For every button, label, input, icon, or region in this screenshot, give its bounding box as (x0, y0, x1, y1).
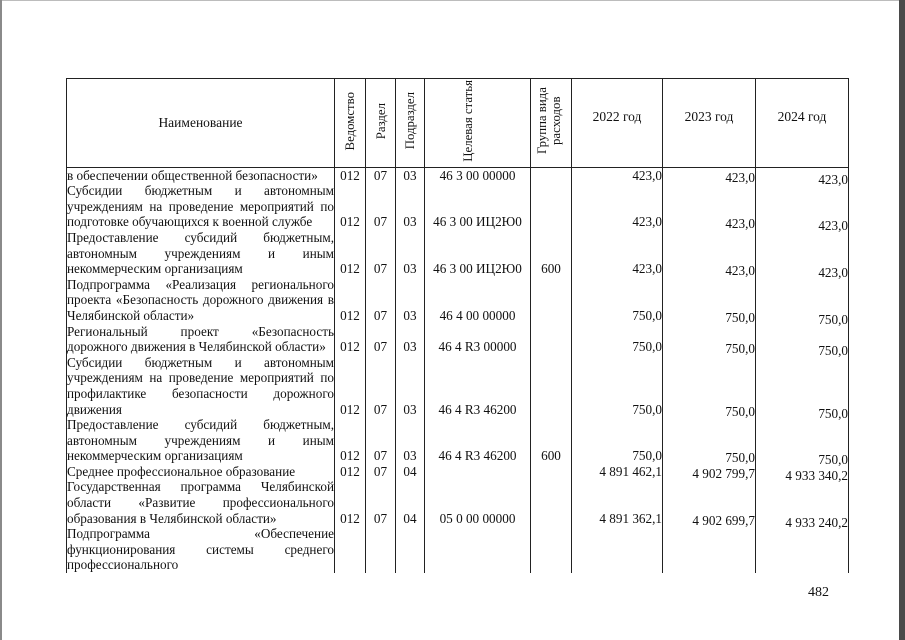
row-celevaya-statya: 05 0 00 00000 (425, 479, 531, 526)
row-razdel: 07 (366, 167, 396, 183)
row-razdel: 07 (366, 277, 396, 324)
row-razdel: 07 (366, 417, 396, 464)
row-podrazdel: 03 (396, 324, 425, 355)
row-gruppa-vida-rashodov (531, 526, 572, 573)
table-row (67, 355, 849, 417)
row-celevaya-statya: 46 4 R3 46200 (425, 355, 531, 417)
row-podrazdel: 03 (396, 277, 425, 324)
row-2022 (572, 479, 663, 526)
scan-edge-top (0, 0, 905, 1)
table-row (67, 526, 849, 573)
row-name: Субсидии бюджетным и автономным учреждениям на проведение мероприятий по подготовке обучающихся к военной службе (67, 183, 334, 230)
row-name: Среднее профессиональное образование (67, 464, 335, 480)
row-2022-value: 4 891 462,1 (599, 463, 662, 479)
row-podrazdel: 03 (396, 230, 425, 277)
row-2024 (756, 230, 849, 281)
row-podrazdel: 04 (396, 464, 425, 480)
row-razdel: 07 (366, 464, 396, 480)
header-celevaya-statya (425, 79, 531, 168)
row-2024-value: 4 933 240,2 (785, 514, 848, 530)
row-2022-value: 423,0 (632, 214, 662, 230)
row-2023-value: 750,0 (725, 309, 755, 325)
row-gruppa-vida-rashodov (531, 479, 572, 526)
row-2024-value: 423,0 (818, 218, 848, 234)
row-2022-value: 423,0 (632, 167, 662, 183)
row-name: Государственная программа Челябинской области «Развитие профессионального образования в Челябинской области» (67, 479, 334, 526)
row-vedomstvo: 012 (335, 464, 366, 480)
row-gruppa-vida-rashodov (531, 324, 572, 355)
row-2022 (572, 464, 663, 480)
row-name: Предоставление субсидий бюджетным, автономным учреждениям и иным некоммерческим организациям (67, 229, 334, 277)
row-2023 (663, 324, 756, 355)
page-number: 482 (808, 585, 829, 600)
row-gruppa-vida-rashodov: 600 (531, 230, 572, 277)
row-2024 (756, 183, 849, 234)
row-gruppa-vida-rashodov (531, 167, 572, 183)
row-2022 (572, 167, 663, 183)
row-2023 (663, 183, 756, 230)
row-2022-value: 750,0 (632, 401, 662, 417)
row-2024-value: 423,0 (818, 265, 848, 281)
row-2023 (663, 479, 756, 526)
header-2024 (756, 79, 849, 168)
table-row (67, 277, 849, 324)
row-name: Подпрограмма «Обеспечение функционирования системы среднего профессионального (67, 526, 334, 573)
row-gruppa-vida-rashodov (531, 183, 572, 230)
row-2023 (663, 167, 756, 183)
row-celevaya-statya: 46 4 R3 00000 (425, 324, 531, 355)
header-razdel (366, 79, 396, 168)
table-row (67, 417, 849, 464)
row-gruppa-vida-rashodov (531, 355, 572, 417)
header-2023-label: 2023 год (684, 109, 734, 124)
row-2023-value: 750,0 (725, 341, 755, 357)
table-row (67, 183, 849, 230)
header-name-label: Наименование (158, 115, 243, 130)
row-2024-value: 750,0 (818, 311, 848, 327)
row-2023-value: 750,0 (725, 403, 755, 419)
row-2023 (663, 464, 756, 480)
table-header-row (67, 79, 849, 168)
row-podrazdel: 03 (396, 183, 425, 230)
row-name: Подпрограмма «Реализация регионального проекта «Безопасность дорожного движения в Челябинской области» (67, 276, 334, 323)
row-2024-value: 423,0 (818, 171, 848, 187)
row-2022 (572, 277, 663, 324)
row-2023-value: 423,0 (725, 263, 755, 279)
row-2023 (663, 277, 756, 324)
row-2024-value: 4 933 340,2 (785, 467, 848, 483)
row-2023 (663, 355, 756, 417)
row-vedomstvo: 012 (335, 167, 366, 183)
row-2023 (663, 526, 756, 573)
header-2022-label: 2022 год (592, 109, 642, 124)
row-razdel (366, 526, 396, 573)
row-celevaya-statya: 46 4 R3 46200 (425, 417, 531, 464)
row-name: Предоставление субсидий бюджетным, автономным учреждениям и иным некоммерческим организациям (67, 417, 334, 464)
row-2022 (572, 324, 663, 355)
header-2024-label: 2024 год (777, 109, 827, 124)
table-row (67, 479, 849, 526)
row-2022-value: 750,0 (632, 339, 662, 355)
row-2023-value: 423,0 (725, 169, 755, 185)
row-razdel: 07 (366, 183, 396, 230)
row-2023-value: 4 902 799,7 (692, 465, 755, 481)
budget-table (66, 78, 849, 573)
row-2024-value: 750,0 (818, 405, 848, 421)
row-name: Субсидии бюджетным и автономным учреждениям на проведение мероприятий по профилактике безопасности дорожного движения (67, 354, 334, 417)
row-2024 (756, 417, 849, 468)
header-podrazdel-label: Подраздел (403, 92, 417, 150)
row-celevaya-statya (425, 464, 531, 480)
row-2023 (663, 417, 756, 464)
row-celevaya-statya: 46 3 00 ИЦ2Ю0 (425, 183, 531, 230)
header-name (67, 79, 335, 168)
row-podrazdel (396, 526, 425, 573)
row-podrazdel: 03 (396, 417, 425, 464)
row-2024 (756, 355, 849, 421)
row-razdel: 07 (366, 324, 396, 355)
row-vedomstvo: 012 (335, 479, 366, 526)
row-2022 (572, 355, 663, 417)
row-vedomstvo: 012 (335, 183, 366, 230)
row-name: в обеспечении общественной безопасности» (67, 167, 335, 183)
header-razdel-label: Раздел (373, 102, 388, 140)
header-gruppa-vida-rashodov (531, 79, 572, 168)
table-row (67, 464, 849, 480)
header-gruppa-vida-rashodov-label: Группа вида расходов (535, 87, 563, 155)
row-gruppa-vida-rashodov (531, 277, 572, 324)
header-vedomstvo (335, 79, 366, 168)
header-vedomstvo-label: Ведомство (343, 91, 357, 151)
row-2024 (756, 526, 849, 573)
row-celevaya-statya (425, 526, 531, 573)
row-podrazdel: 03 (396, 167, 425, 183)
row-podrazdel: 04 (396, 479, 425, 526)
row-2024 (756, 277, 849, 327)
row-podrazdel: 03 (396, 355, 425, 417)
row-2024 (756, 167, 849, 187)
row-2024-value: 750,0 (818, 452, 848, 468)
row-name: Региональный проект «Безопасность дорожного движения в Челябинской области» (67, 323, 334, 355)
row-razdel: 07 (366, 230, 396, 277)
row-2022 (572, 230, 663, 277)
row-2023 (663, 230, 756, 277)
row-2023-value: 750,0 (725, 450, 755, 466)
row-2022 (572, 417, 663, 464)
budget-table-wrapper (66, 78, 849, 573)
table-row (67, 324, 849, 355)
scan-edge-right (899, 0, 905, 640)
header-celevaya-statya-label: Целевая статья (460, 80, 475, 162)
header-2023 (663, 79, 756, 168)
table-row (67, 230, 849, 277)
row-gruppa-vida-rashodov (531, 464, 572, 480)
row-vedomstvo: 012 (335, 355, 366, 417)
row-vedomstvo: 012 (335, 230, 366, 277)
row-2022 (572, 526, 663, 573)
row-celevaya-statya: 46 4 00 00000 (425, 277, 531, 324)
row-razdel: 07 (366, 355, 396, 417)
row-2022-value: 750,0 (632, 448, 662, 464)
scan-edge-left (0, 0, 2, 640)
row-2023-value: 423,0 (725, 216, 755, 232)
row-2024 (756, 479, 849, 530)
row-vedomstvo: 012 (335, 417, 366, 464)
row-2024 (756, 324, 849, 359)
row-2022-value: 750,0 (632, 307, 662, 323)
header-2022 (572, 79, 663, 168)
row-celevaya-statya: 46 3 00 00000 (425, 167, 531, 183)
row-razdel: 07 (366, 479, 396, 526)
row-2022 (572, 183, 663, 230)
row-2022-value: 4 891 362,1 (599, 510, 662, 526)
row-2023-value: 4 902 699,7 (692, 512, 755, 528)
row-gruppa-vida-rashodov: 600 (531, 417, 572, 464)
row-vedomstvo: 012 (335, 324, 366, 355)
header-podrazdel (396, 79, 425, 168)
row-celevaya-statya: 46 3 00 ИЦ2Ю0 (425, 230, 531, 277)
row-vedomstvo (335, 526, 366, 573)
row-2022-value: 423,0 (632, 261, 662, 277)
row-vedomstvo: 012 (335, 277, 366, 324)
table-row (67, 167, 849, 183)
row-2024-value: 750,0 (818, 343, 848, 359)
